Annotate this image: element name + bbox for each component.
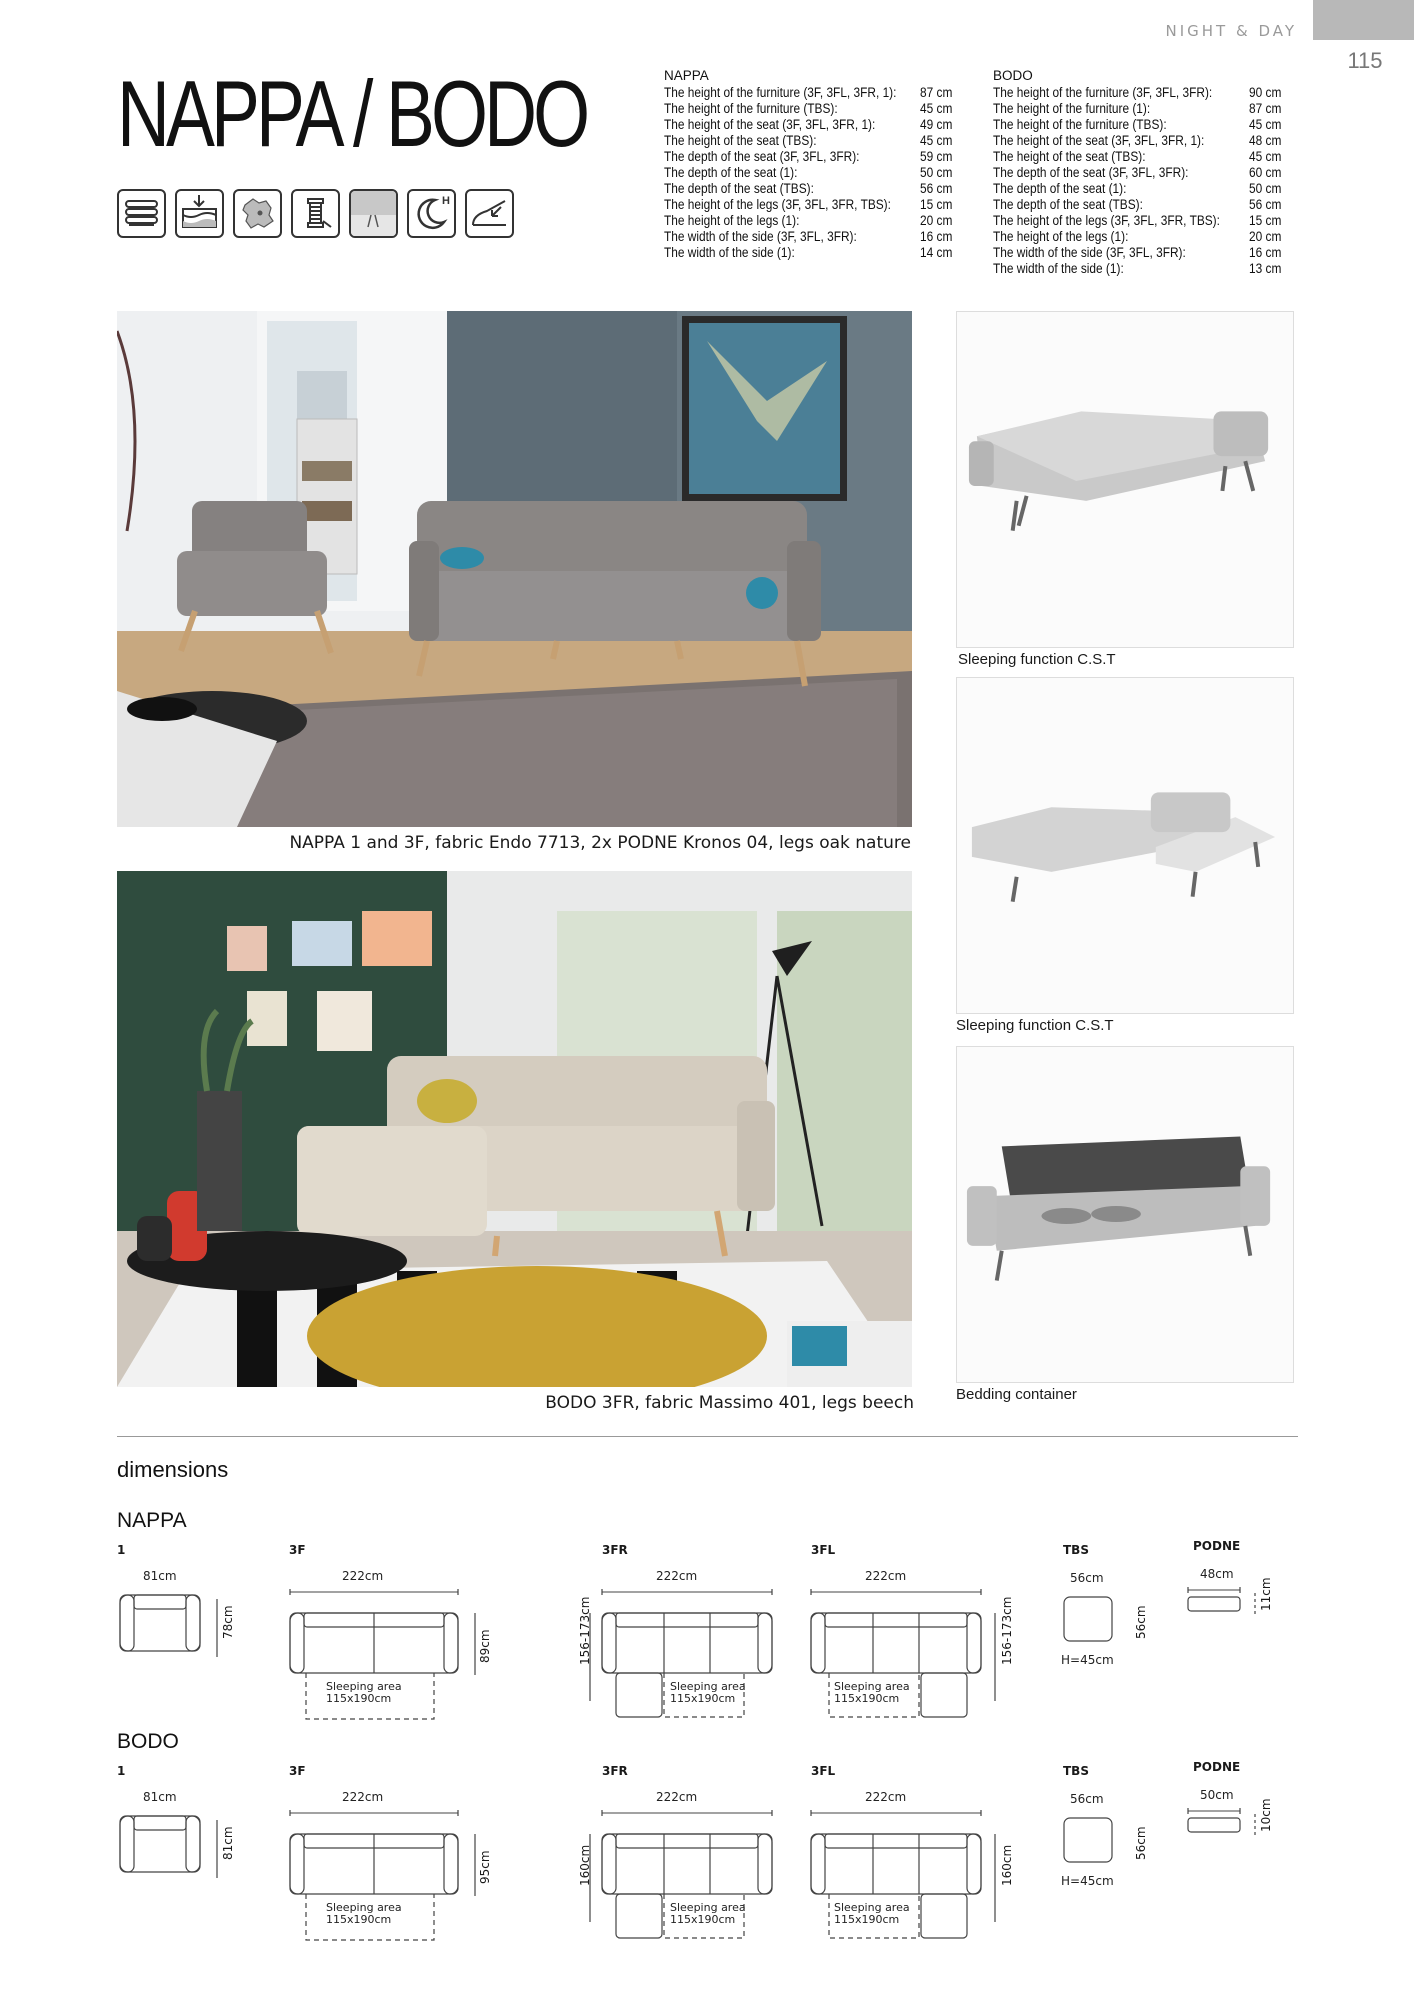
section-label: NIGHT & DAY: [1165, 22, 1297, 40]
nappa-spec-row: [664, 133, 964, 149]
nappa-tbs-height: H=45cm: [1061, 1653, 1114, 1667]
spec-value: 50 cm: [920, 165, 953, 180]
bodo-tbs-width: 56cm: [1070, 1792, 1104, 1806]
bodo-spec-row: [993, 197, 1293, 213]
spec-value: 14 cm: [920, 245, 953, 260]
spec-label: The depth of the seat (1):: [993, 181, 1127, 196]
bodo-m3f-width: 222cm: [342, 1790, 384, 1804]
spec-label: The height of the seat (TBS):: [993, 149, 1146, 164]
nappa-m3fr-depth: 156-173cm: [578, 1596, 592, 1665]
spec-label: The width of the side (1):: [664, 245, 795, 260]
feature-icons: [117, 189, 514, 238]
spec-label: The width of the side (3F, 3FL, 3FR):: [664, 229, 857, 244]
nappa-m3f-height: 89cm: [478, 1629, 492, 1663]
nappa-m3f-hline: [470, 1613, 480, 1677]
bodo-m3f-hline: [470, 1834, 480, 1898]
spec-value: 16 cm: [1249, 245, 1282, 260]
bodo-spec-table: [993, 68, 1293, 277]
spec-value: 13 cm: [1249, 261, 1282, 276]
bodo-m3f-label: 3F: [289, 1764, 306, 1778]
bodo-dimensions-heading: BODO: [117, 1730, 179, 1753]
spec-value: 56 cm: [1249, 197, 1282, 212]
bodo-spec-row: [993, 213, 1293, 229]
dimensions-heading: dimensions: [117, 1457, 229, 1482]
header-tab: [1313, 0, 1414, 40]
spec-label: The height of the furniture (TBS):: [664, 101, 838, 116]
bodo-m3fr-dline: [585, 1834, 595, 1924]
nappa-m3f-sleep: Sleeping area: [326, 1680, 402, 1693]
bodo-spec-row: [993, 181, 1293, 197]
bedding-container-photo: [956, 1046, 1294, 1383]
nappa-m1-width: 81cm: [143, 1569, 177, 1583]
sleep-function-caption-1: Sleeping function C.S.T: [958, 651, 1116, 668]
spec-label: The depth of the seat (TBS):: [993, 197, 1143, 212]
nappa-m3fr-sleep-size: 115x190cm: [670, 1692, 736, 1705]
mattress-icon: [175, 189, 224, 238]
nappa-m1-height: 78cm: [221, 1605, 235, 1639]
spec-value: 15 cm: [1249, 213, 1282, 228]
spec-value: 87 cm: [1249, 101, 1282, 116]
nappa-photo: [117, 311, 912, 827]
spec-value: 20 cm: [920, 213, 953, 228]
bodo-spec-row: [993, 229, 1293, 245]
spec-value: 45 cm: [920, 133, 953, 148]
bodo-spec-row: [993, 245, 1293, 261]
bodo-m3fr-depth: 160cm: [578, 1844, 592, 1886]
bodo-m3f-sleep-size: 115x190cm: [326, 1913, 392, 1926]
spec-label: The height of the furniture (TBS):: [993, 117, 1167, 132]
bodo-photo: [117, 871, 912, 1387]
nappa-m3fr-sleep: Sleeping area: [670, 1680, 746, 1693]
spec-value: 56 cm: [920, 181, 953, 196]
bodo-spec-heading: BODO: [993, 68, 1033, 83]
container-icon: [465, 189, 514, 238]
nappa-m3f-width: 222cm: [342, 1569, 384, 1583]
spec-value: 45 cm: [1249, 149, 1282, 164]
bodo-m3fl-depth: 160cm: [1000, 1844, 1014, 1886]
nappa-podne-label: PODNE: [1193, 1539, 1241, 1553]
nappa-spec-row: [664, 85, 964, 101]
sleep-function-photo-2: [956, 677, 1294, 1014]
bodo-m1-diagram: [118, 1808, 203, 1868]
spec-value: 59 cm: [920, 149, 953, 164]
nappa-m3fl-depth: 156-173cm: [1000, 1596, 1014, 1665]
spec-label: The height of the furniture (3F, 3FL, 3FR, 1):: [664, 85, 897, 100]
bodo-m3fl-width: 222cm: [865, 1790, 907, 1804]
spec-label: The height of the furniture (3F, 3FL, 3FR):: [993, 85, 1213, 100]
nappa-m3fl-sleep-size: 115x190cm: [834, 1692, 900, 1705]
spec-label: The height of the legs (3F, 3FL, 3FR, TBS):: [993, 213, 1220, 228]
nappa-spec-row: [664, 101, 964, 117]
bodo-tbs-depth: 56cm: [1134, 1826, 1148, 1860]
bodo-m3fl-sleep: Sleeping area: [834, 1901, 910, 1914]
spec-label: The depth of the seat (3F, 3FL, 3FR):: [664, 149, 860, 164]
bodo-spec-row: [993, 117, 1293, 133]
spec-label: The height of the seat (3F, 3FL, 3FR, 1):: [993, 133, 1205, 148]
nappa-spec-row: [664, 181, 964, 197]
page-title: NAPPA / BODO: [117, 61, 587, 166]
spec-label: The height of the seat (TBS):: [664, 133, 817, 148]
nappa-spec-row: [664, 149, 964, 165]
spec-label: The width of the side (1):: [993, 261, 1124, 276]
bodo-m1-height: 81cm: [221, 1826, 235, 1860]
nappa-podne-width: 48cm: [1200, 1567, 1234, 1581]
bodo-m3fl-dline: [990, 1834, 1000, 1924]
bodo-m3fr-label: 3FR: [602, 1764, 628, 1778]
spec-value: 49 cm: [920, 117, 953, 132]
bedding-container-caption: Bedding container: [956, 1386, 1077, 1403]
nappa-m1-diagram: [118, 1587, 203, 1647]
bodo-spec-row: [993, 149, 1293, 165]
bodo-spec-row: [993, 261, 1293, 277]
nappa-m3f-label: 3F: [289, 1543, 306, 1557]
spec-label: The depth of the seat (3F, 3FL, 3FR):: [993, 165, 1189, 180]
bodo-m3fr-sleep-size: 115x190cm: [670, 1913, 736, 1926]
mapped-fabric-icon: [233, 189, 282, 238]
spec-label: The width of the side (3F, 3FL, 3FR):: [993, 245, 1186, 260]
bodo-spec-row: [993, 165, 1293, 181]
nappa-m3fr-label: 3FR: [602, 1543, 628, 1557]
nappa-m3fr-width: 222cm: [656, 1569, 698, 1583]
bodo-podne-label: PODNE: [1193, 1760, 1241, 1774]
spec-label: The depth of the seat (1):: [664, 165, 798, 180]
spec-label: The height of the furniture (1):: [993, 101, 1151, 116]
bodo-tbs-height: H=45cm: [1061, 1874, 1114, 1888]
nappa-tbs-width: 56cm: [1070, 1571, 1104, 1585]
bodo-podne-height: 10cm: [1259, 1798, 1273, 1832]
bodo-tbs-diagram: [1063, 1810, 1117, 1864]
sleep-function-photo-1: [956, 311, 1294, 648]
nappa-spec-heading: NAPPA: [664, 68, 709, 83]
spec-value: 50 cm: [1249, 181, 1282, 196]
bodo-podne-diagram: [1188, 1806, 1246, 1836]
bodo-m3f-height: 95cm: [478, 1850, 492, 1884]
bodo-m1-width: 81cm: [143, 1790, 177, 1804]
nappa-tbs-depth: 56cm: [1134, 1605, 1148, 1639]
page-number: 115: [1347, 48, 1383, 73]
nappa-tbs-diagram: [1063, 1589, 1117, 1643]
bodo-tbs-label: TBS: [1063, 1764, 1089, 1778]
spec-value: 90 cm: [1249, 85, 1282, 100]
svg-text:H: H: [442, 195, 450, 207]
nappa-m3fl-width: 222cm: [865, 1569, 907, 1583]
nappa-photo-caption: NAPPA 1 and 3F, fabric Endo 7713, 2x PODNE Kronos 04, legs oak nature: [289, 833, 911, 853]
nappa-dimensions-heading: NAPPA: [117, 1509, 187, 1532]
spec-label: The height of the legs (1):: [664, 213, 800, 228]
bodo-m3fr-sleep: Sleeping area: [670, 1901, 746, 1914]
sleep-moon-icon: [407, 189, 456, 238]
nappa-podne-diagram: [1188, 1585, 1246, 1615]
sleep-function-caption-2: Sleeping function C.S.T: [956, 1017, 1114, 1034]
bodo-m3fl-sleep-size: 115x190cm: [834, 1913, 900, 1926]
bodo-spec-row: [993, 133, 1293, 149]
bodo-m1-hline: [212, 1820, 222, 1880]
spec-label: The height of the legs (1):: [993, 229, 1129, 244]
nappa-spec-row: [664, 229, 964, 245]
spec-value: 20 cm: [1249, 229, 1282, 244]
nappa-spec-table: [664, 68, 964, 261]
nappa-podne-hline: [1250, 1593, 1260, 1623]
nappa-spec-row: [664, 165, 964, 181]
thread-spool-icon: [291, 189, 340, 238]
spec-value: 87 cm: [920, 85, 953, 100]
nappa-m3fl-dline: [990, 1613, 1000, 1703]
bodo-podne-hline: [1250, 1814, 1260, 1844]
nappa-m3fl-label: 3FL: [811, 1543, 836, 1557]
bodo-spec-row: [993, 101, 1293, 117]
section-divider: [117, 1436, 1298, 1437]
spec-value: 15 cm: [920, 197, 953, 212]
nappa-spec-row: [664, 245, 964, 261]
bodo-m1-label: 1: [117, 1764, 126, 1778]
bodo-m3fl-label: 3FL: [811, 1764, 836, 1778]
spec-value: 48 cm: [1249, 133, 1282, 148]
nappa-m3fl-sleep: Sleeping area: [834, 1680, 910, 1693]
nappa-podne-height: 11cm: [1259, 1577, 1273, 1611]
spec-label: The depth of the seat (TBS):: [664, 181, 814, 196]
nappa-m1-hline: [212, 1599, 222, 1659]
bodo-photo-caption: BODO 3FR, fabric Massimo 401, legs beech: [545, 1393, 914, 1413]
nappa-m1-label: 1: [117, 1543, 126, 1557]
spec-value: 16 cm: [920, 229, 953, 244]
nappa-spec-row: [664, 213, 964, 229]
spec-value: 60 cm: [1249, 165, 1282, 180]
nappa-spec-row: [664, 197, 964, 213]
nappa-spec-row: [664, 117, 964, 133]
stitching-icon: [349, 189, 398, 238]
spec-label: The height of the seat (3F, 3FL, 3FR, 1):: [664, 117, 876, 132]
bodo-spec-row: [993, 85, 1293, 101]
bodo-m3f-sleep: Sleeping area: [326, 1901, 402, 1914]
spec-value: 45 cm: [1249, 117, 1282, 132]
nappa-m3fr-dline: [585, 1613, 595, 1703]
nappa-m3f-sleep-size: 115x190cm: [326, 1692, 392, 1705]
bodo-podne-width: 50cm: [1200, 1788, 1234, 1802]
nappa-tbs-label: TBS: [1063, 1543, 1089, 1557]
spec-value: 45 cm: [920, 101, 953, 116]
spring-icon: [117, 189, 166, 238]
spec-label: The height of the legs (3F, 3FL, 3FR, TBS):: [664, 197, 891, 212]
bodo-m3fr-width: 222cm: [656, 1790, 698, 1804]
